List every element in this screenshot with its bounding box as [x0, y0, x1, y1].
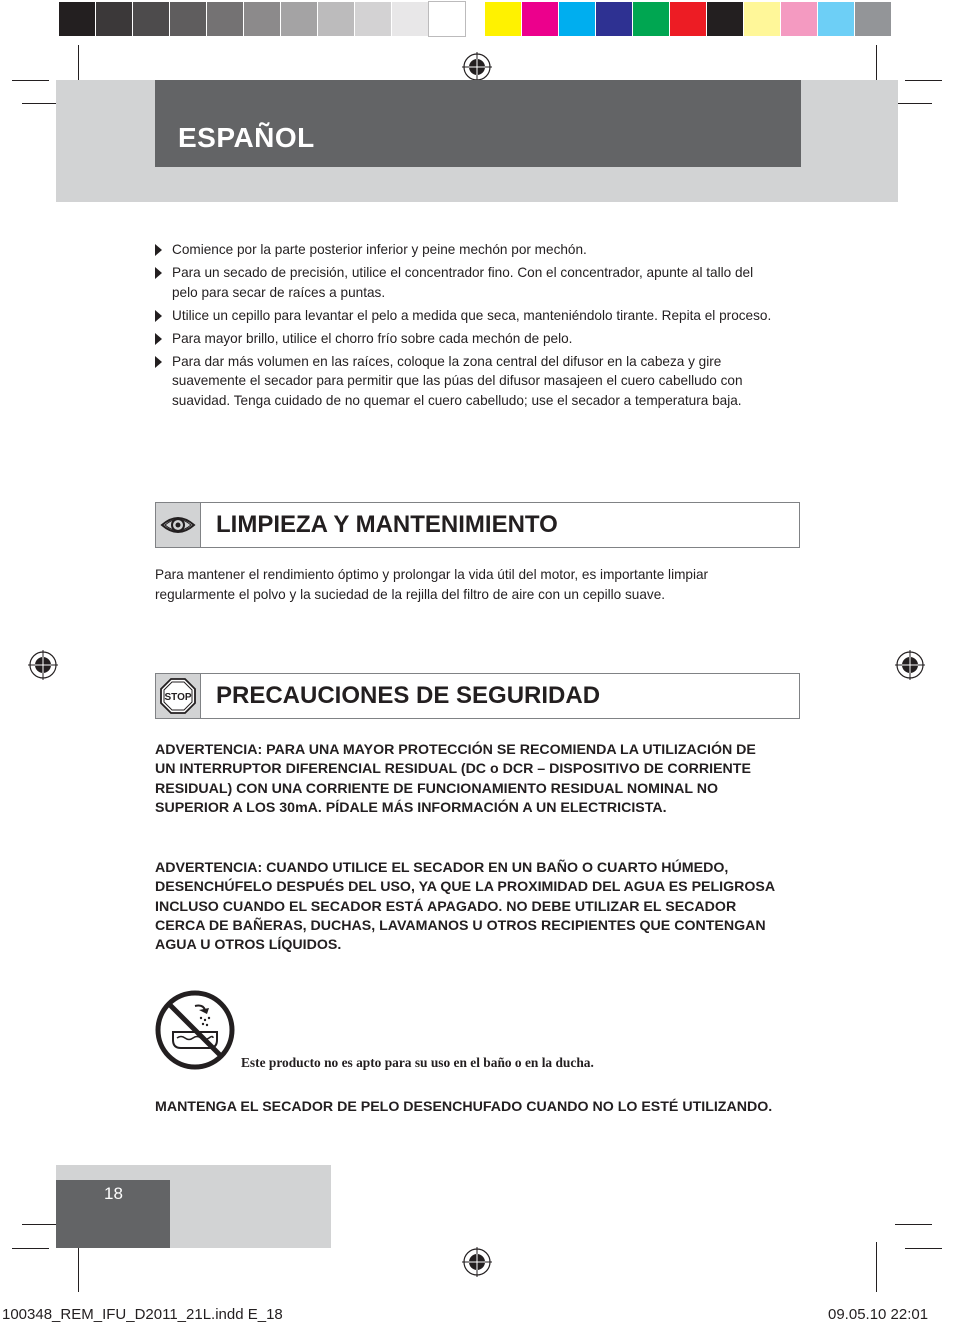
gray-swatch [281, 2, 317, 36]
section-header-cleaning [155, 502, 800, 548]
eye-icon [160, 513, 196, 537]
bullet-arrow-icon [155, 333, 162, 345]
color-swatch [818, 2, 854, 36]
gray-swatch [429, 2, 465, 36]
gray-swatch [244, 2, 280, 36]
bullet-arrow-icon [155, 356, 162, 368]
crop-mark [22, 103, 59, 104]
color-swatch [707, 2, 743, 36]
svg-text:STOP: STOP [164, 692, 192, 703]
color-calibration-bar-grays [59, 2, 466, 38]
no-bath-shower-icon [155, 990, 235, 1070]
no-bath-caption: Este producto no es apto para su uso en el baño o en la ducha. [241, 1055, 594, 1070]
color-swatch [559, 2, 595, 36]
page-number: 18 [104, 1184, 123, 1203]
section-title: PRECAUCIONES DE SEGURIDAD [216, 682, 601, 709]
warning-bathroom: ADVERTENCIA: CUANDO UTILICE EL SECADOR EN UN BAÑO O CUARTO HÚMEDO, DESENCHÚFELO DESPUÉS DEL USO, YA QUE LA PROXIMIDAD DEL AGUA ES PELIGROSA INCLUSO CUANDO EL SECADOR ESTÁ APAGADO. NO DEBE UTILIZAR EL SECADOR CERCA DE BAÑERAS, DUCHAS, LAVAMANOS U OTROS RECIPIENTES QUE CONTENGAN AGUA U OTROS LÍQUIDOS. [155, 860, 775, 954]
list-item: Comience por la parte posterior inferior y peine mechón por mechón. [155, 240, 780, 260]
gray-swatch [318, 2, 354, 36]
crop-mark [22, 1224, 59, 1225]
section-header-safety [155, 673, 800, 719]
color-swatch [744, 2, 780, 36]
color-swatch [485, 2, 521, 36]
crop-mark [895, 103, 932, 104]
bullet-arrow-icon [155, 267, 162, 279]
color-swatch [855, 2, 891, 36]
gray-swatch [59, 2, 95, 36]
gray-swatch [133, 2, 169, 36]
color-swatch [633, 2, 669, 36]
warning-rcd: ADVERTENCIA: PARA UNA MAYOR PROTECCIÓN SE RECOMIENDA LA UTILIZACIÓN DE UN INTERRUPTOR DIFERENCIAL RESIDUAL (DC o DCR – DISPOSITIVO DE CORRIENTE RESIDUAL) CON UNA CORRIENTE DE FUNCIONAMIENTO RESIDUAL NOMINAL NO SUPERIOR A LOS 30mA. PÍDALE MÁS INFORMACIÓN A UN ELECTRICISTA. [155, 742, 756, 816]
cleaning-paragraph: Para mantener el rendimiento óptimo y prolongar la vida útil del motor, es importante limpiar regularmente el polvo y la suciedad de la rejilla del filtro de aire con un cepillo suave. [155, 567, 709, 602]
color-swatch [781, 2, 817, 36]
crop-mark [905, 80, 942, 81]
stop-sign-icon [160, 678, 196, 714]
date-slug: 09.05.10 22:01 [828, 1306, 929, 1323]
list-item: Para dar más volumen en las raíces, coloque la zona central del difusor en la cabeza y gire suavemente el secador para permitir que las púas del difusor masajeen el cuero cabelludo con suavidad. Tenga cuidado de no quemar el cuero cabelludo; use el secador a temperatura baja. [155, 352, 780, 411]
gray-swatch [355, 2, 391, 36]
crop-mark [78, 1242, 79, 1292]
color-calibration-bar-colors [485, 2, 892, 38]
registration-target-icon [895, 650, 925, 680]
crop-mark [895, 1224, 932, 1225]
list-item: Para mayor brillo, utilice el chorro frío sobre cada mechón de pelo. [155, 329, 780, 349]
color-swatch [596, 2, 632, 36]
instruction-list [155, 240, 780, 414]
file-slug: 100348_REM_IFU_D2011_21L.indd E_18 [2, 1306, 283, 1323]
registration-target-icon [462, 1247, 492, 1277]
gray-swatch [96, 2, 132, 36]
crop-mark [12, 80, 49, 81]
warning-unplug: MANTENGA EL SECADOR DE PELO DESENCHUFADO CUANDO NO LO ESTÉ UTILIZANDO. [155, 1099, 773, 1115]
gray-swatch [170, 2, 206, 36]
bullet-arrow-icon [155, 244, 162, 256]
section-title: LIMPIEZA Y MANTENIMIENTO [216, 511, 558, 538]
list-item: Utilice un cepillo para levantar el pelo a medida que seca, manteniéndolo tirante. Repita el proceso. [155, 306, 780, 326]
page-title: ESPAÑOL [178, 122, 315, 153]
bullet-arrow-icon [155, 310, 162, 322]
list-item: Para un secado de precisión, utilice el concentrador fino. Con el concentrador, apunte al tallo del pelo para secar de raíces a puntas. [155, 263, 780, 302]
crop-mark [905, 1248, 942, 1249]
crop-mark [12, 1248, 49, 1249]
registration-target-icon [462, 52, 492, 82]
crop-mark [876, 1242, 877, 1292]
gray-swatch [207, 2, 243, 36]
gray-swatch [392, 2, 428, 36]
color-swatch [522, 2, 558, 36]
color-swatch [670, 2, 706, 36]
registration-target-icon [28, 650, 58, 680]
